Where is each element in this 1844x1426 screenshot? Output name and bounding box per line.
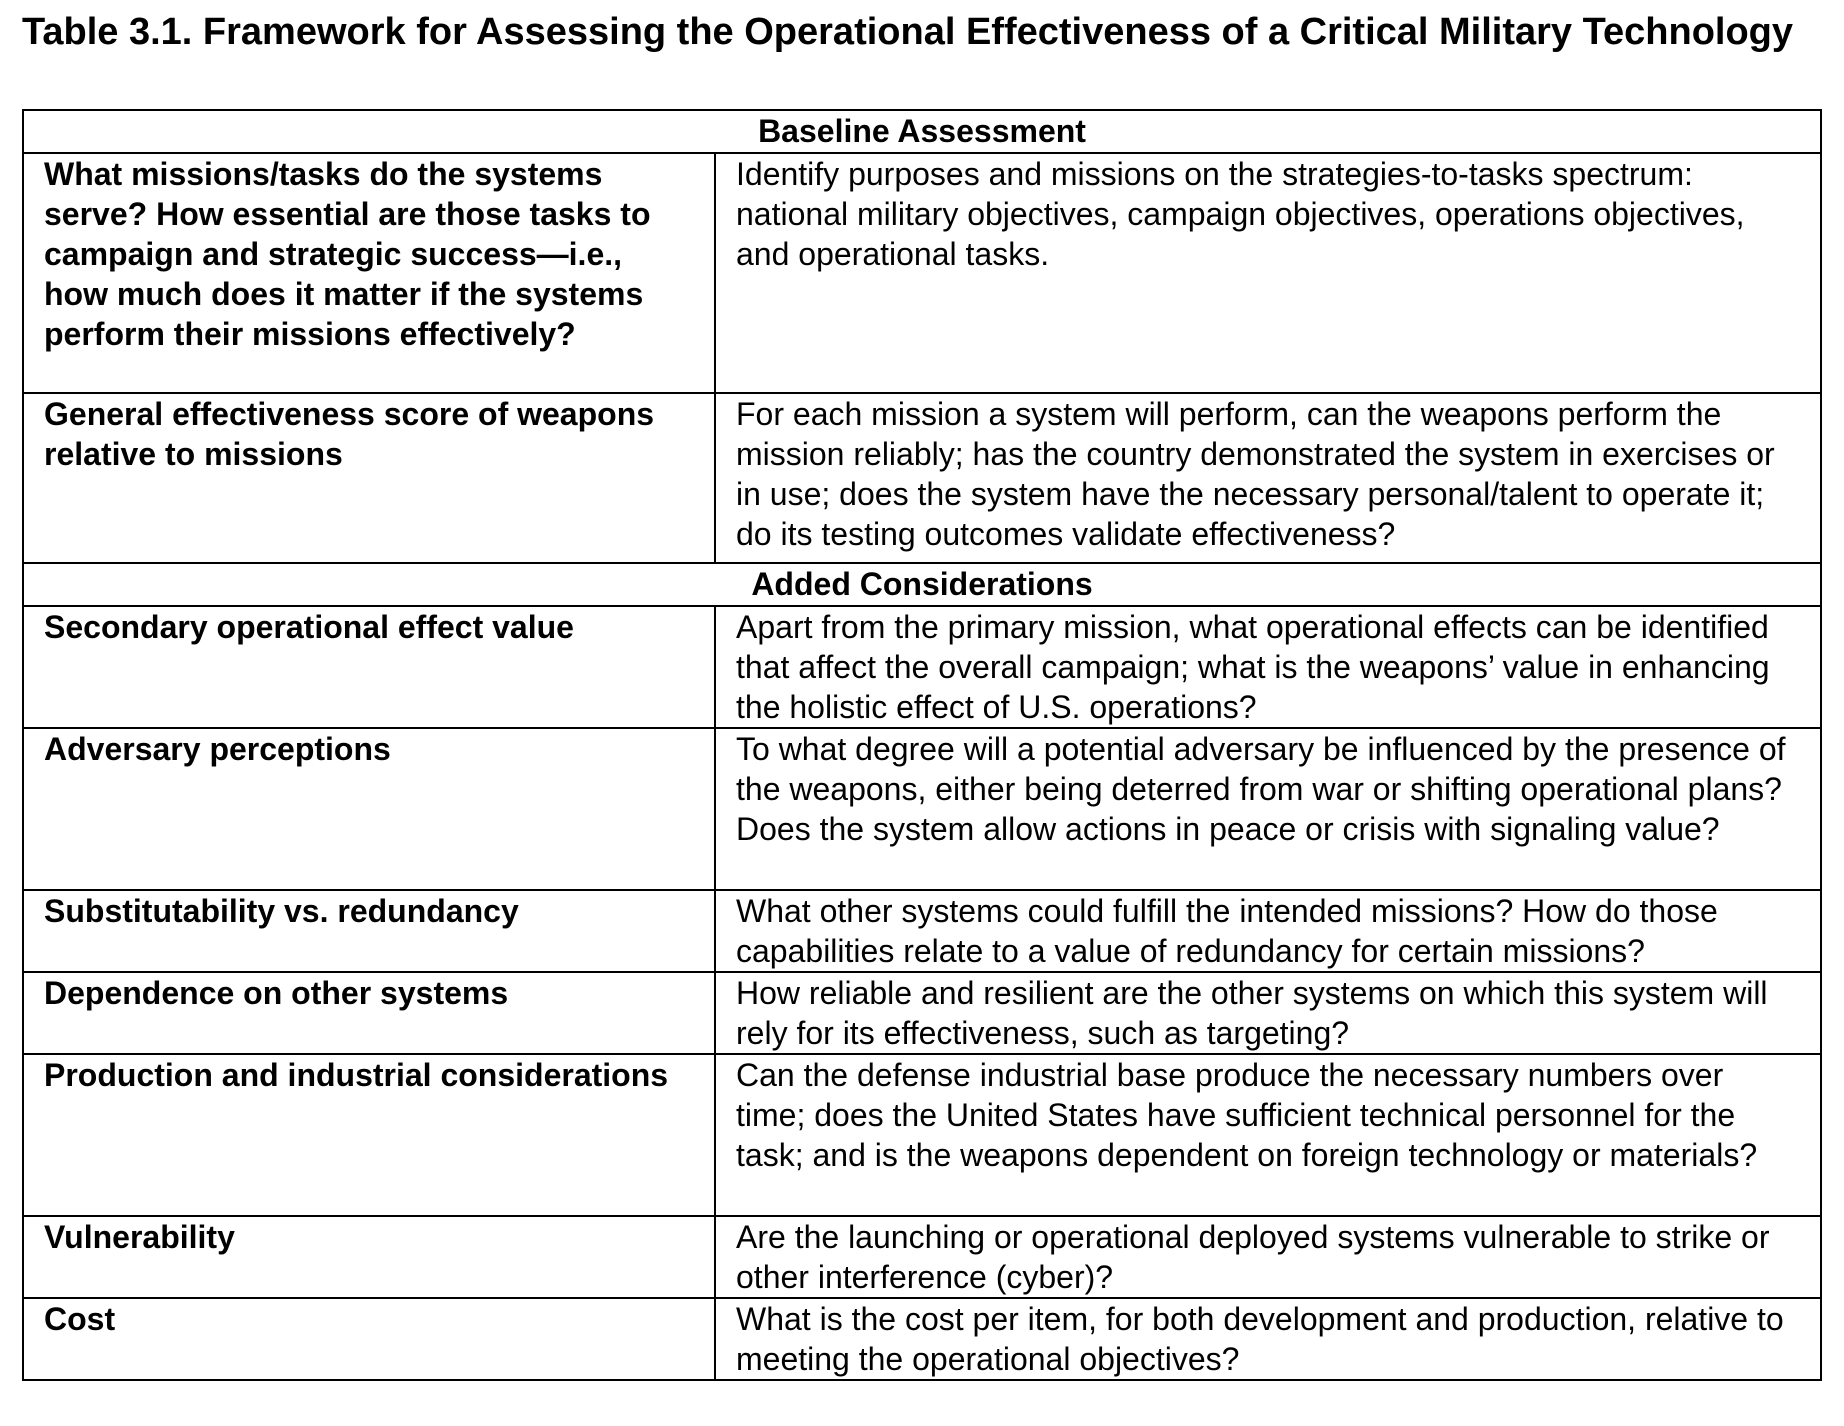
table-row bbox=[23, 153, 1821, 393]
description-cell: For each mission a system will perform, can the weapons perform the mission reliably; has the country demonstrated the system in exercises or in use; does the system have the necessary personal/talent to operate it; do its testing outcomes validate effectiveness? bbox=[715, 393, 1821, 563]
description-cell: What other systems could fulfill the intended missions? How do those capabilities relate to a value of redundancy for certain missions? bbox=[715, 890, 1821, 972]
framework-table bbox=[22, 109, 1822, 1381]
description-cell: Can the defense industrial base produce the necessary numbers over time; does the United States have sufficient technical personnel for the task; and is the weapons dependent on foreign technology or materials? bbox=[715, 1054, 1821, 1216]
section-header-row bbox=[23, 110, 1821, 153]
table-row bbox=[23, 1298, 1821, 1380]
description-cell: Apart from the primary mission, what operational effects can be identified that affect the overall campaign; what is the weapons’ value in enhancing the holistic effect of U.S. operations? bbox=[715, 606, 1821, 728]
factor-cell: Secondary operational effect value bbox=[23, 606, 715, 728]
description-cell: To what degree will a potential adversary be influenced by the presence of the weapons, either being deterred from war or shifting operational plans? Does the system allow actions in peace or crisis with signaling value? bbox=[715, 728, 1821, 890]
description-cell: Are the launching or operational deployed systems vulnerable to strike or other interference (cyber)? bbox=[715, 1216, 1821, 1298]
factor-cell: Substitutability vs. redundancy bbox=[23, 890, 715, 972]
description-cell: What is the cost per item, for both development and production, relative to meeting the operational objectives? bbox=[715, 1298, 1821, 1380]
factor-cell: Production and industrial considerations bbox=[23, 1054, 715, 1216]
description-cell: Identify purposes and missions on the strategies-to-tasks spectrum: national military objectives, campaign objectives, operations objectives, and operational tasks. bbox=[715, 153, 1821, 393]
section-header-row bbox=[23, 563, 1821, 606]
section-header-added-considerations: Added Considerations bbox=[23, 563, 1821, 606]
table-row bbox=[23, 1054, 1821, 1216]
table-row bbox=[23, 1216, 1821, 1298]
factor-cell: Cost bbox=[23, 1298, 715, 1380]
table-row bbox=[23, 606, 1821, 728]
factor-cell: Adversary perceptions bbox=[23, 728, 715, 890]
section-header-baseline-assessment: Baseline Assessment bbox=[23, 110, 1821, 153]
factor-cell: Dependence on other systems bbox=[23, 972, 715, 1054]
table-title: Table 3.1. Framework for Assessing the Operational Effectiveness of a Critical Military Technology bbox=[22, 11, 1794, 53]
table-row bbox=[23, 890, 1821, 972]
factor-cell: What missions/tasks do the systems serve? How essential are those tasks to campaign and strategic success—i.e., how much does it matter if the systems perform their missions effectively? bbox=[23, 153, 715, 393]
table-row bbox=[23, 972, 1821, 1054]
factor-cell: Vulnerability bbox=[23, 1216, 715, 1298]
table-row bbox=[23, 728, 1821, 890]
description-cell: How reliable and resilient are the other systems on which this system will rely for its effectiveness, such as targeting? bbox=[715, 972, 1821, 1054]
factor-cell: General effectiveness score of weapons relative to missions bbox=[23, 393, 715, 563]
table-row bbox=[23, 393, 1821, 563]
